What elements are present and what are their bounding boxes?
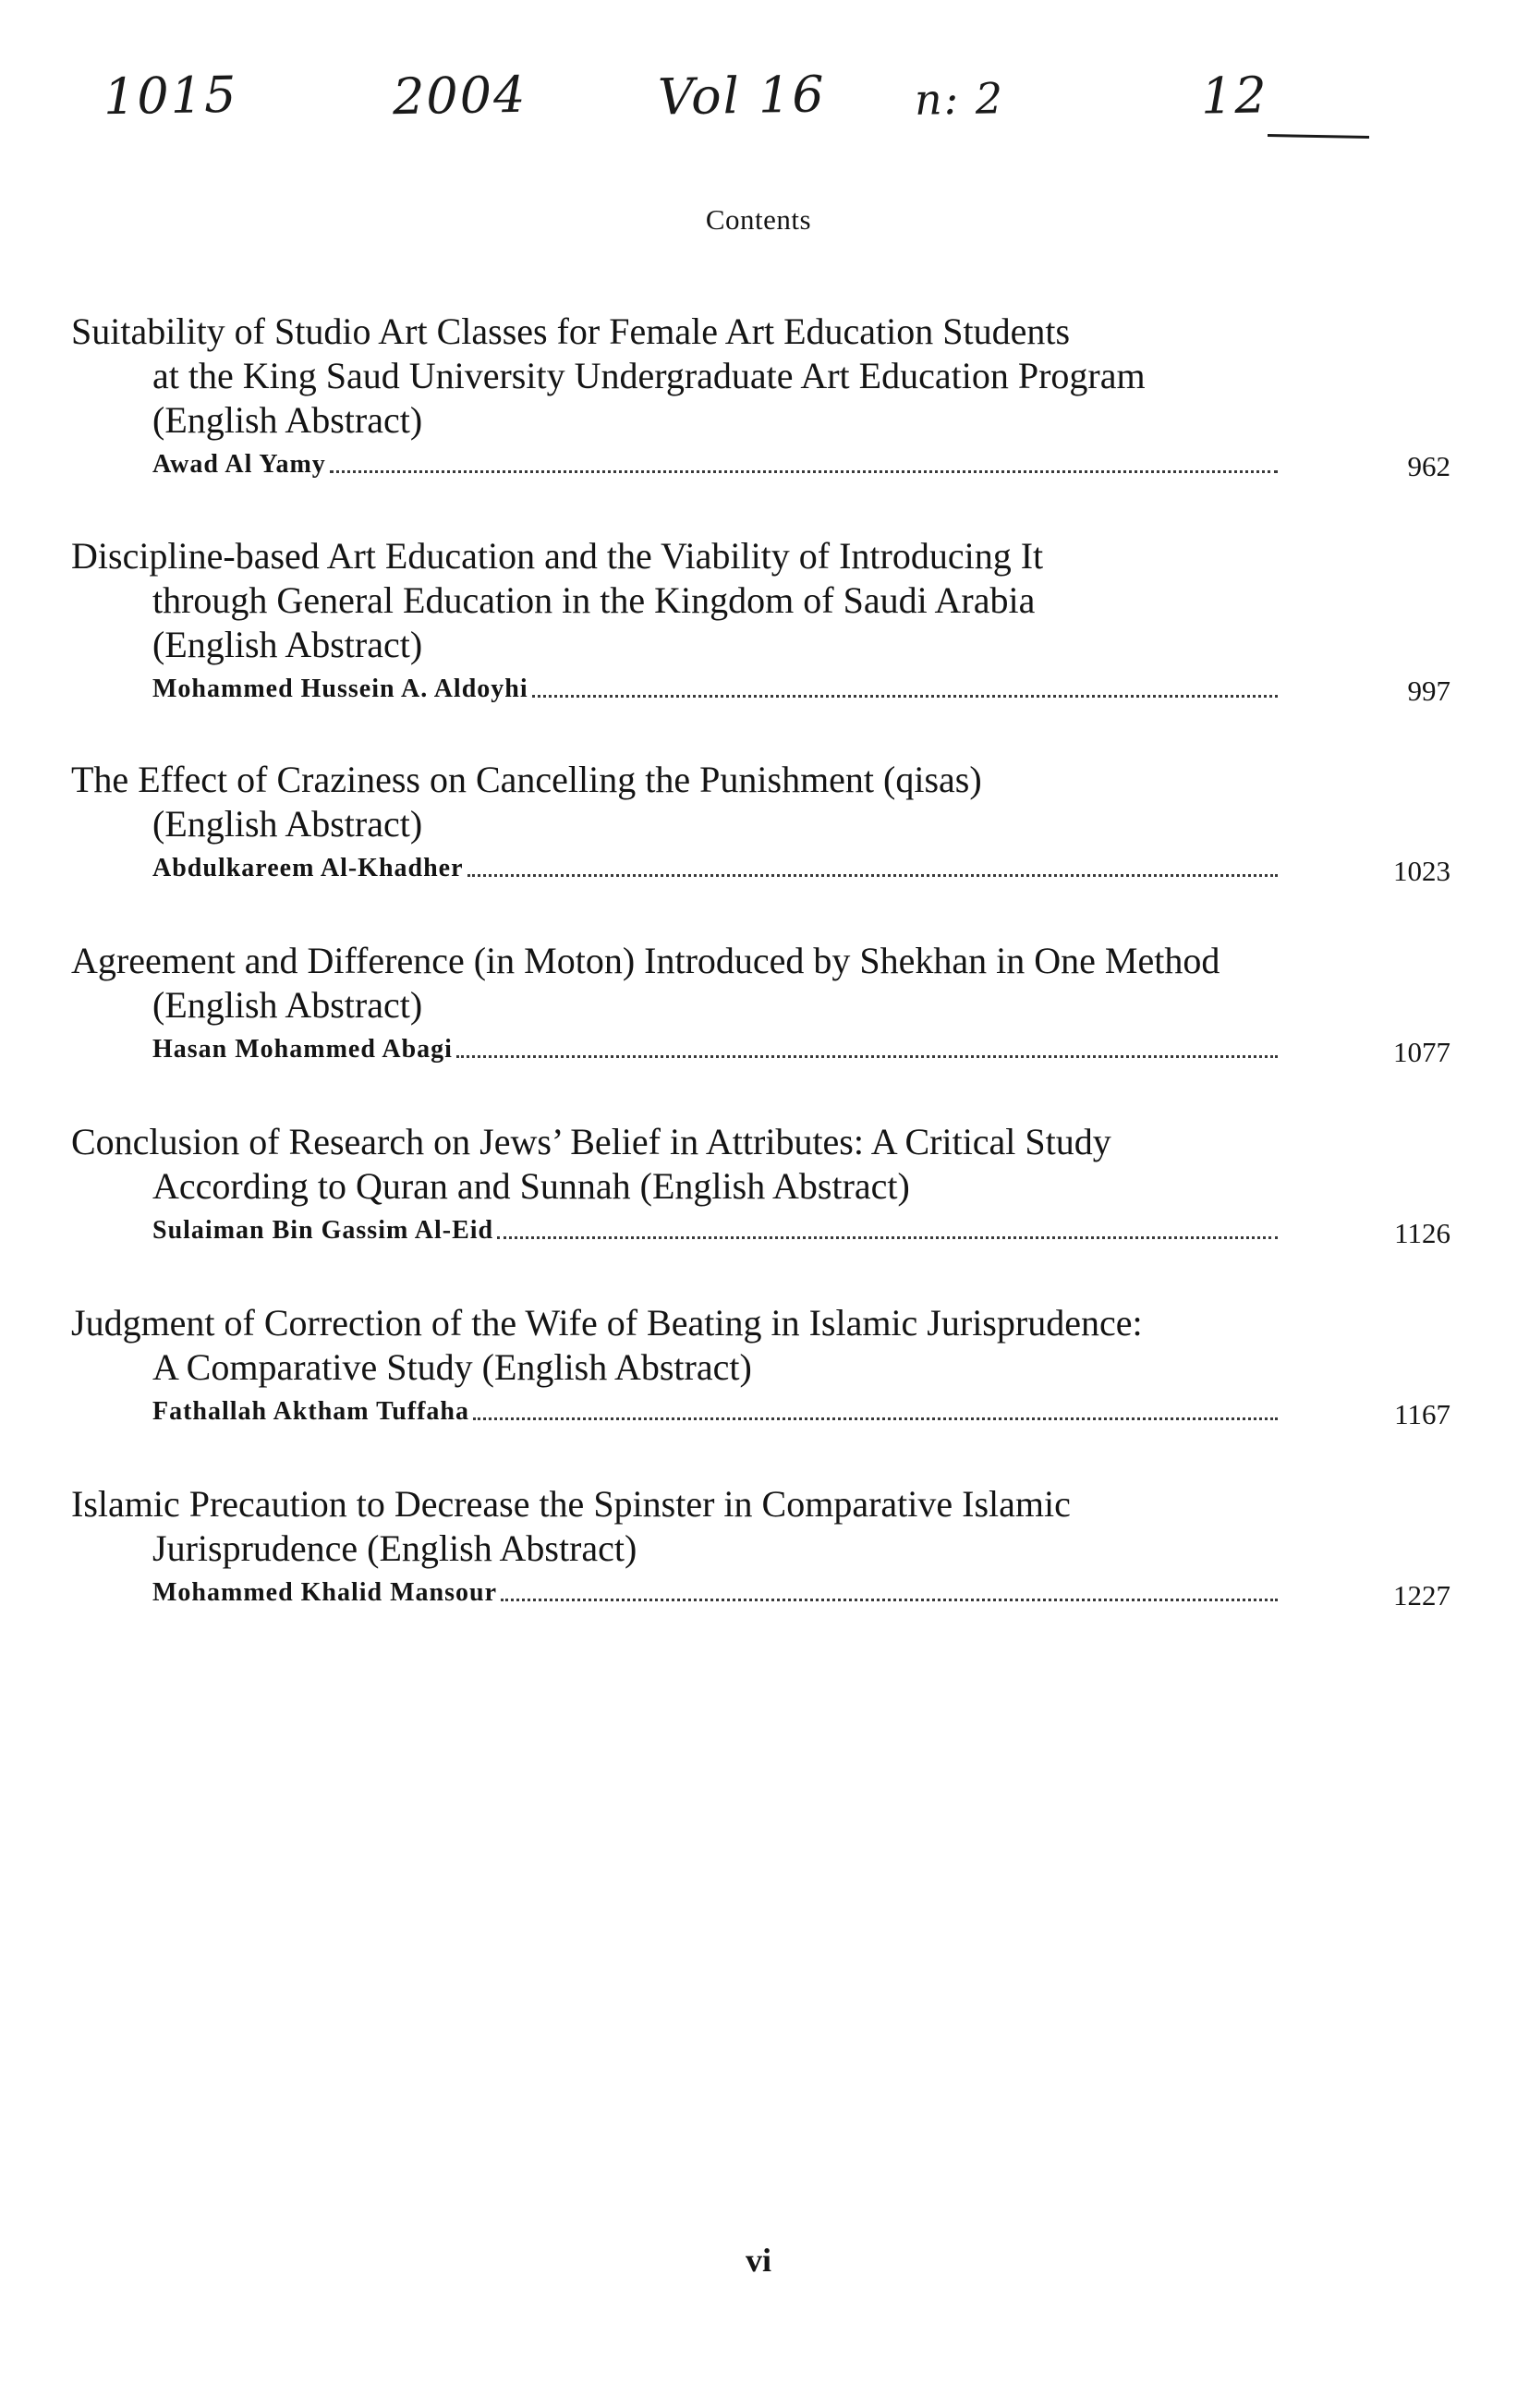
author-row [152,443,1278,480]
handwritten-issue: n: 2 [914,73,1005,125]
entry-title-line: (English Abstract) [152,803,423,845]
handwritten-year: 2004 [392,65,528,127]
entry-page-number: 1227 [1393,1579,1450,1611]
entry-author: Sulaiman Bin Gassim Al-Eid [152,1216,494,1245]
author-row [152,1390,1278,1427]
handwritten-page-count: 12 [1200,66,1269,126]
entry-title-line: (English Abstract) [152,399,423,441]
entry-author: Mohammed Khalid Mansour [152,1578,498,1607]
entry-page-number: 1167 [1394,1398,1450,1430]
entry-page-number: 997 [1407,675,1450,707]
entry-title-line: Discipline-based Art Education and the Viability of Introducing It [71,535,1044,577]
entry-title-line: The Effect of Craziness on Cancelling the Punishment (qisas) [71,759,982,800]
entry-title-line: Judgment of Correction of the Wife of Beating in Islamic Jurisprudence: [71,1302,1143,1344]
entry-title-line: through General Education in the Kingdom of Saudi Arabia [152,579,1036,621]
handwritten-volume: Vol 16 [657,65,827,127]
footer-page-number: vi [745,2242,771,2279]
entry-page-number: 962 [1407,450,1450,482]
dot-leader [330,470,1278,473]
author-row [152,1571,1278,1608]
entry-title-line: Jurisprudence (English Abstract) [152,1527,637,1569]
entry-author: Awad Al Yamy [152,450,326,479]
author-row [152,846,1278,883]
dot-leader [532,695,1278,698]
entry-author: Abdulkareem Al-Khadher [152,854,464,882]
entry-author: Fathallah Aktham Tuffaha [152,1397,469,1426]
entry-title-line: Islamic Precaution to Decrease the Spinster in Comparative Islamic [71,1483,1071,1525]
author-row [152,1209,1278,1246]
dot-leader [497,1236,1278,1239]
handwritten-number: 1015 [103,65,238,127]
author-row [152,667,1278,704]
entry-page-number: 1023 [1393,855,1450,887]
dot-leader [467,874,1278,877]
entry-author: Hasan Mohammed Abagi [152,1035,453,1064]
entry-page-number: 1077 [1393,1036,1450,1068]
entry-title-line: A Comparative Study (English Abstract) [152,1346,752,1388]
entry-author: Mohammed Hussein A. Aldoyhi [152,675,528,703]
entry-title-line: at the King Saud University Undergraduate Art Education Program [152,355,1146,396]
entry-title-line: According to Quran and Sunnah (English Abstract) [152,1165,910,1207]
contents-heading: Contents [705,203,812,236]
entry-page-number: 1126 [1394,1217,1450,1249]
entry-title-line: (English Abstract) [152,984,423,1026]
author-row [152,1028,1278,1064]
handwritten-underline [1268,134,1369,139]
dot-leader [456,1055,1278,1058]
entry-title-line: Suitability of Studio Art Classes for Female Art Education Students [71,310,1071,352]
dot-leader [501,1599,1278,1601]
dot-leader [473,1417,1278,1420]
entry-title-line: (English Abstract) [152,624,423,665]
entry-title-line: Conclusion of Research on Jews’ Belief in Attributes: A Critical Study [71,1121,1111,1162]
entry-title-line: Agreement and Difference (in Moton) Introduced by Shekhan in One Method [71,940,1220,981]
